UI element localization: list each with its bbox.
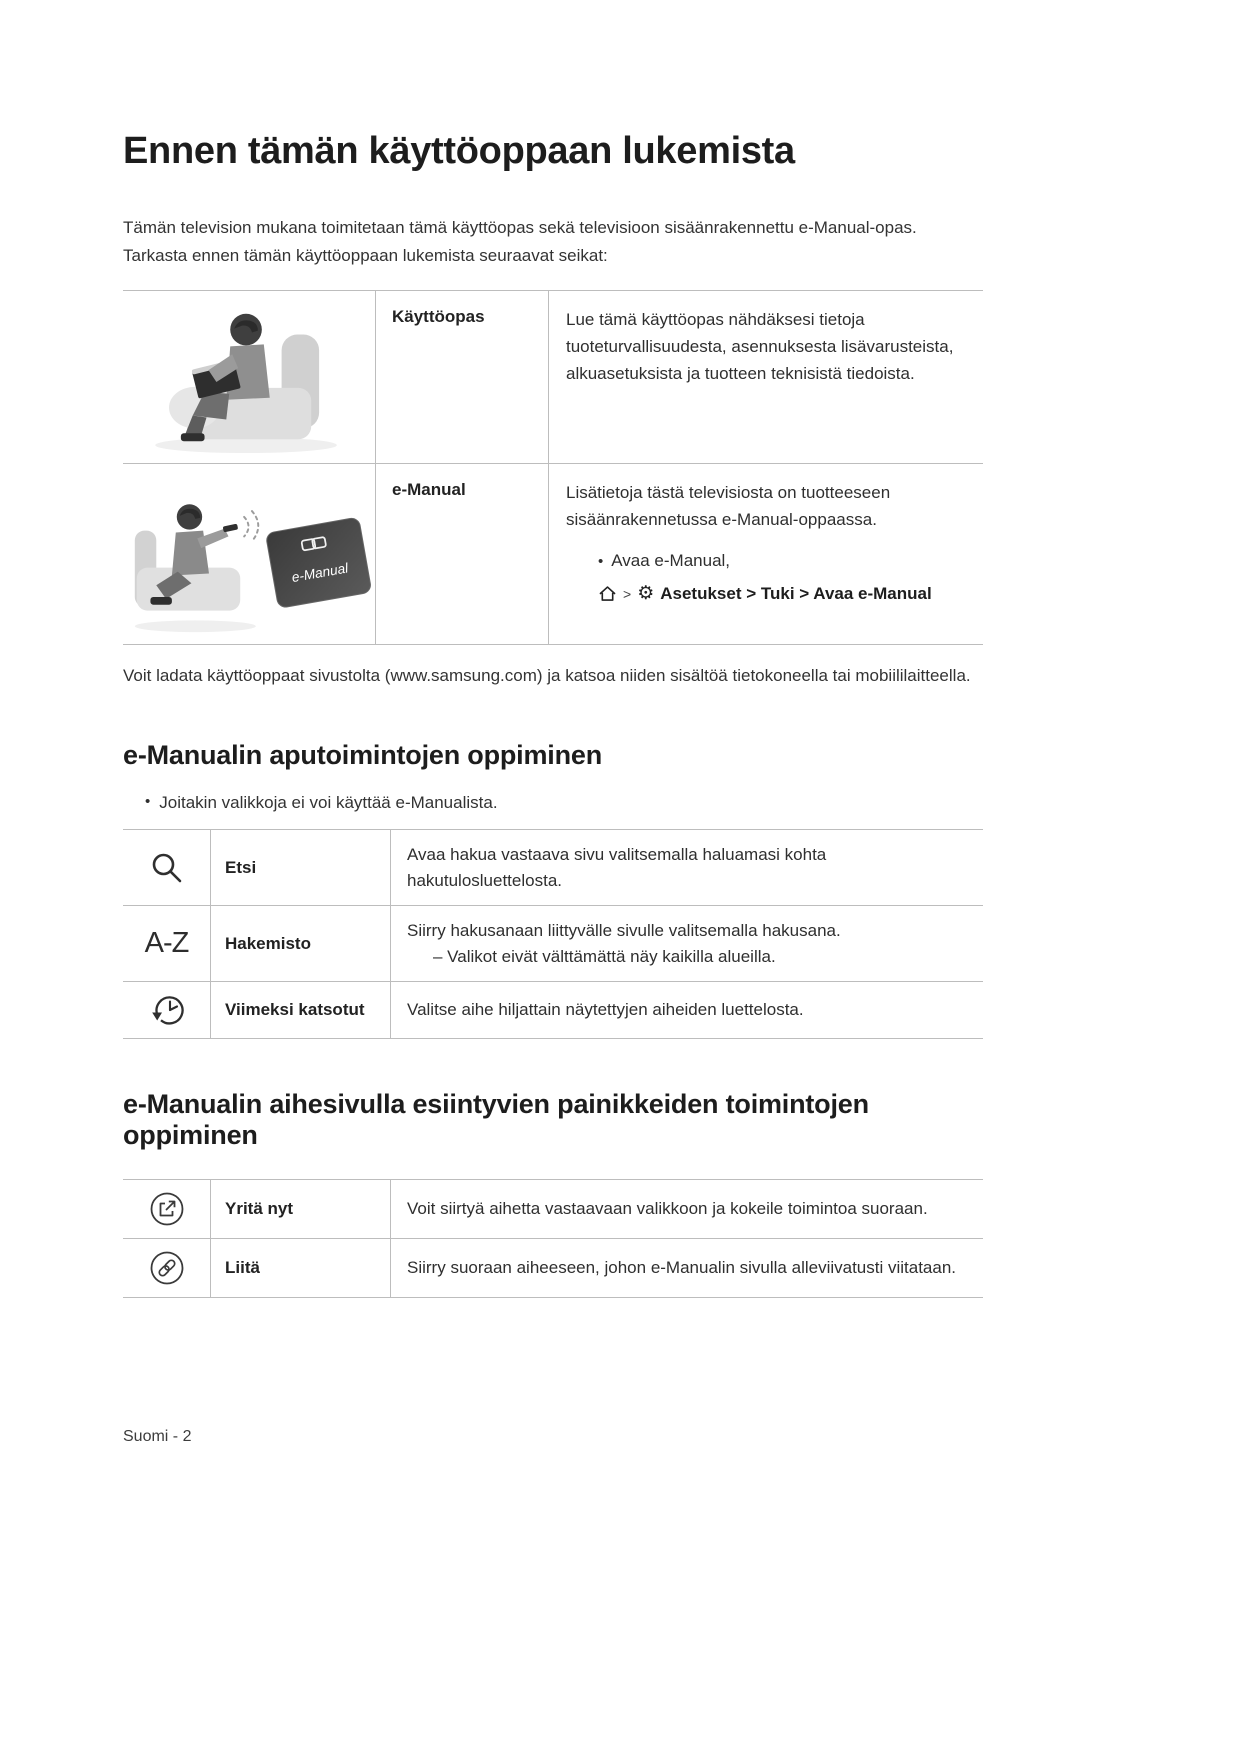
gear-icon: ⚙ <box>637 583 655 605</box>
description-text: Lisätietoja tästä televisiosta on tuotteeseen sisäänrakennetussa e-Manual-oppaassa. <box>566 482 891 529</box>
buttons-table <box>123 1179 983 1298</box>
description-cell: Siirry suoraan aiheeseen, johon e-Manualin sivulla alleviivatusti viitataan. <box>390 1239 983 1297</box>
icon-cell <box>123 982 210 1038</box>
label-cell: Käyttöopas <box>375 291 548 463</box>
icon-cell <box>123 906 210 981</box>
intro-paragraph: Tämän television mukana toimitetaan tämä käyttöopas sekä televisioon sisäänrakennettu e-Manual-opas. Tarkasta ennen tämän käyttöoppaan lukemista seuraavat seikat: <box>123 217 917 265</box>
description-cell: Avaa hakua vastaava sivu valitsemalla haluamasi kohta hakutulosluettelosta. <box>390 830 983 905</box>
step-line <box>598 547 967 574</box>
label-cell: Etsi <box>210 830 390 905</box>
table-row <box>123 464 983 645</box>
description-cell <box>390 906 983 981</box>
illustration-cell <box>123 291 375 463</box>
label-cell: Yritä nyt <box>210 1180 390 1238</box>
description-cell: Valitse aihe hiljattain näytettyjen aiheiden luettelosta. <box>390 982 983 1038</box>
description-text: Siirry hakusanaan liittyvälle sivulle valitsemalla hakusana. <box>407 921 841 941</box>
az-index-icon: A-Z <box>144 927 189 960</box>
description-cell: Voit siirtyä aihetta vastaavaan valikkoon ja kokeile toimintoa suoraan. <box>390 1180 983 1238</box>
illustration-cell <box>123 464 375 644</box>
note-text: Joitakin valikkoja ei voi käyttää e-Manualista. <box>159 793 498 813</box>
table-row <box>123 906 983 982</box>
description-cell: Lue tämä käyttöopas nähdäksesi tietoja tuoteturvallisuudesta, asennuksesta lisävarusteista, alkuasetuksista ja tuotteen teknisistä tiedoista. <box>548 291 983 463</box>
bullet-glyph: • <box>598 553 604 571</box>
search-icon <box>149 850 185 886</box>
footer-page-number: Suomi - 2 <box>123 1428 192 1445</box>
table-row <box>123 1239 983 1298</box>
icon-cell <box>123 1180 210 1238</box>
help-functions-table <box>123 829 983 1039</box>
label-cell: e-Manual <box>375 464 548 644</box>
section-note <box>123 793 983 813</box>
icon-cell <box>123 830 210 905</box>
description-cell <box>548 464 983 644</box>
label-cell: Hakemisto <box>210 906 390 981</box>
guide-table <box>123 290 983 645</box>
section-heading-help: e-Manualin aputoimintojen oppiminen <box>123 739 602 770</box>
label-cell: Liitä <box>210 1239 390 1297</box>
try-now-icon <box>148 1190 186 1228</box>
label-cell: Viimeksi katsotut <box>210 982 390 1038</box>
table-row <box>123 830 983 906</box>
step-text: Avaa e-Manual, <box>611 551 731 571</box>
menu-path <box>598 580 967 607</box>
table-row <box>123 291 983 464</box>
step-block <box>598 547 967 607</box>
emanual-remote-illustration <box>127 470 371 638</box>
reading-person-illustration <box>135 297 363 457</box>
section-heading-buttons: e-Manualin aihesivulla esiintyvien painikkeiden toimintojen oppiminen <box>123 1089 869 1151</box>
bullet-glyph: • <box>145 793 151 811</box>
home-icon <box>598 585 617 602</box>
table-row <box>123 982 983 1039</box>
page-content <box>123 0 983 1298</box>
description-subnote: – Valikot eivät välttämättä näy kaikilla alueilla. <box>433 946 776 966</box>
path-bold-text: Asetukset > Tuki > Avaa e-Manual <box>660 584 932 604</box>
download-note: Voit ladata käyttöoppaat sivustolta (www.samsung.com) ja katsoa niiden sisältöä tietokoneella tai mobiililaitteella. <box>123 665 971 685</box>
table-row <box>123 1180 983 1239</box>
icon-cell <box>123 1239 210 1297</box>
path-separator: > <box>623 585 632 602</box>
emanual-card-label: e-Manual <box>290 560 350 585</box>
history-icon <box>147 992 187 1028</box>
link-icon <box>148 1249 186 1287</box>
page-title: Ennen tämän käyttöoppaan lukemista <box>123 130 795 172</box>
